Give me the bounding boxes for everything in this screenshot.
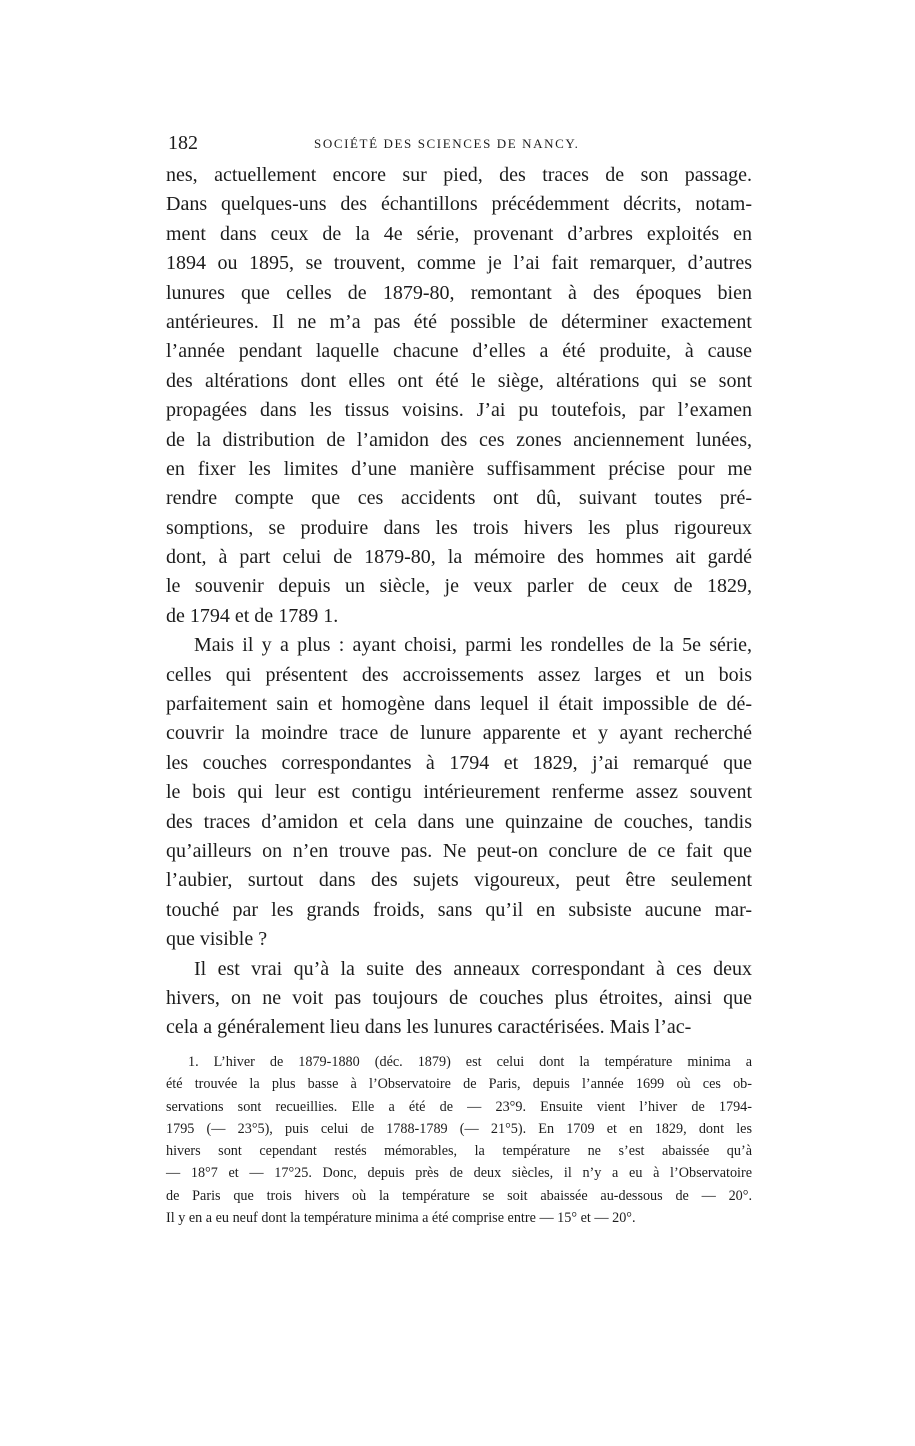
- text-line: propagées dans les tissus voisins. J’ai pu toutefois, par l’examen: [166, 399, 752, 422]
- text-line: l’aubier, surtout dans des sujets vigoureux, peut être seulement: [166, 869, 752, 892]
- text-line: l’année pendant laquelle chacune d’elles a été produite, à cause: [166, 340, 752, 363]
- text-line: en fixer les limites d’une manière suffisamment précise pour me: [166, 457, 752, 480]
- footnote-line: été trouvée la plus basse à l’Observatoire de Paris, depuis l’année 1699 où ces ob-: [166, 1076, 752, 1093]
- paragraph: [166, 955, 752, 1043]
- text-line: Dans quelques-uns des échantillons précédemment décrits, notam-: [166, 193, 752, 216]
- footnote-line: 1. L’hiver de 1879-1880 (déc. 1879) est celui dont la température minima a: [188, 1054, 752, 1070]
- text-line: de 1794 et de 1789 1.: [166, 604, 339, 627]
- footnote-line: servations sont recueillies. Elle a été de — 23°9. Ensuite vient l’hiver de 1794-: [166, 1098, 752, 1115]
- text-line: hivers, on ne voit pas toujours de couches plus étroites, ainsi que: [166, 986, 752, 1009]
- text-line: qu’ailleurs on n’en trouve pas. Ne peut-on conclure de ce fait que: [166, 839, 752, 862]
- text-line: antérieures. Il ne m’a pas été possible de déterminer exactement: [166, 310, 752, 333]
- footnote-block: [166, 1051, 752, 1229]
- footnote-line: hivers sont cependant restés mémorables, la température ne s’est abaissée qu’à: [166, 1143, 752, 1160]
- text-line: les couches correspondantes à 1794 et 1829, j’ai remarqué que: [166, 751, 752, 774]
- footnote-line: de Paris que trois hivers où la température se soit abaissée au-dessous de — 20°.: [166, 1187, 752, 1204]
- text-line: de la distribution de l’amidon des ces zones anciennement lunées,: [166, 428, 752, 451]
- text-line: des traces d’amidon et cela dans une quinzaine de couches, tandis: [166, 810, 752, 833]
- footnote-line: 1795 (— 23°5), puis celui de 1788-1789 (— 21°5). En 1709 et en 1829, dont les: [166, 1120, 752, 1137]
- text-line: nes, actuellement encore sur pied, des traces de son passage.: [166, 164, 752, 186]
- text-line: ment dans ceux de la 4e série, provenant d’arbres exploités en: [166, 222, 752, 245]
- text-line: que visible ?: [166, 928, 268, 951]
- text-line: couvrir la moindre trace de lunure apparente et y ayant recherché: [166, 722, 752, 745]
- paragraph: [166, 631, 752, 954]
- running-title: SOCIÉTÉ DES SCIENCES DE NANCY.: [314, 136, 580, 151]
- body-text: [166, 161, 752, 1043]
- text-line: le bois qui leur est contigu intérieurement renferme assez souvent: [166, 781, 752, 804]
- page-number: 182: [168, 132, 198, 154]
- text-line: Mais il y a plus : ayant choisi, parmi les rondelles de la 5e série,: [194, 634, 752, 657]
- text-line: touché par les grands froids, sans qu’il en subsiste aucune mar-: [166, 898, 752, 921]
- text-line: somptions, se produire dans les trois hivers les plus rigoureux: [166, 516, 752, 539]
- text-line: Il est vrai qu’à la suite des anneaux correspondant à ces deux: [194, 957, 752, 980]
- paragraph: [166, 161, 752, 631]
- footnote-line: Il y en a eu neuf dont la température minima a été comprise entre — 15° et — 20°.: [166, 1210, 636, 1227]
- footnote-line: — 18°7 et — 17°25. Donc, depuis près de deux siècles, il n’y a eu à l’Observatoire: [166, 1165, 752, 1182]
- text-line: lunures que celles de 1879-80, remontant à des époques bien: [166, 281, 752, 304]
- text-line: cela a généralement lieu dans les lunures caractérisées. Mais l’ac-: [166, 1016, 692, 1039]
- text-line: dont, à part celui de 1879-80, la mémoire des hommes ait gardé: [166, 546, 752, 569]
- text-line: 1894 ou 1895, se trouvent, comme je l’ai fait remarquer, d’autres: [166, 252, 752, 275]
- text-line: le souvenir depuis un siècle, je veux parler de ceux de 1829,: [166, 575, 752, 598]
- text-line: parfaitement sain et homogène dans lequel il était impossible de dé-: [166, 693, 752, 716]
- text-line: rendre compte que ces accidents ont dû, suivant toutes pré-: [166, 487, 752, 510]
- text-line: celles qui présentent des accroissements assez larges et un bois: [166, 663, 752, 686]
- text-line: des altérations dont elles ont été le siège, altérations qui se sont: [166, 369, 752, 392]
